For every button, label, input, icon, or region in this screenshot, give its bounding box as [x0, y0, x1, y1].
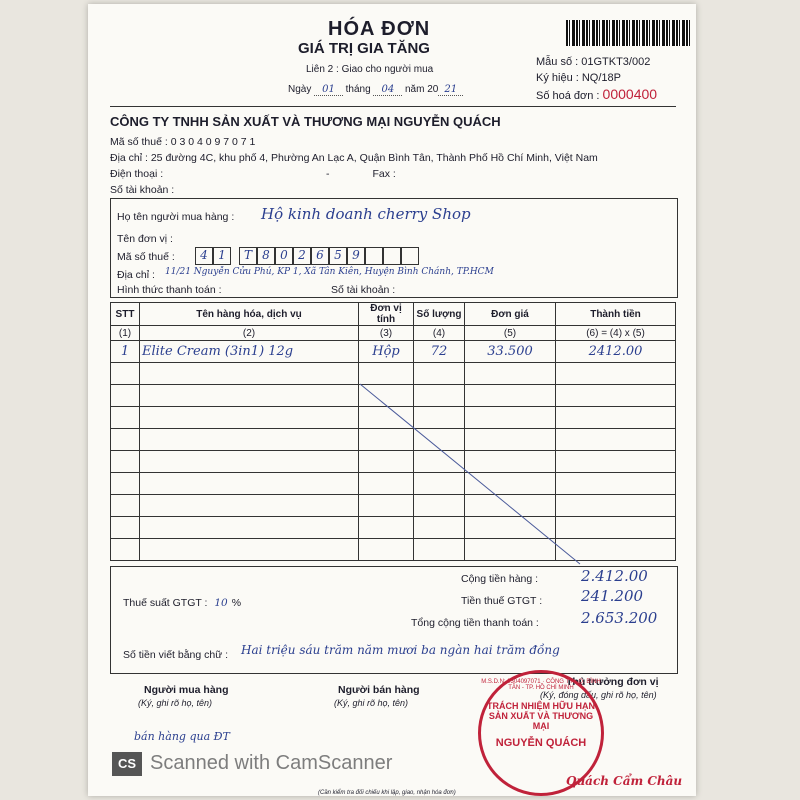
seller-sign-title: Người bán hàng — [338, 684, 420, 696]
amount-words-label: Số tiền viết bằng chữ : — [123, 649, 229, 661]
table-row — [111, 341, 676, 363]
row-name: Elite Cream (3in1) 12g — [140, 341, 359, 363]
col-unit: Đơn vị tính — [359, 303, 414, 326]
invoice-number: Số hoá đơn : 0000400 — [536, 86, 658, 102]
col-name: Tên hàng hóa, dịch vụ — [140, 303, 359, 326]
buyer-sign-note: (Ký, ghi rõ họ, tên) — [138, 698, 213, 708]
num-1: (1) — [111, 326, 140, 341]
barcode — [566, 20, 690, 46]
vat-rate: Thuế suất GTGT : 10 % — [123, 597, 242, 609]
invoice-title: HÓA ĐƠN — [328, 18, 431, 40]
buyer-tax-boxes: 4 1 T 8 0 2 6 5 9 — [195, 247, 419, 265]
copy-label: Liên 2 : Giao cho người mua — [306, 64, 434, 75]
stamp-ring: M.S.D.N: 0304097071 · CÔNG TY · Q. BÌNH TÂN - TP. HỒ CHÍ MINH — [481, 679, 601, 691]
num-4: (4) — [414, 326, 465, 341]
camscanner-logo: CS — [112, 752, 142, 776]
serial-symbol: Ký hiệu : NQ/18P — [536, 72, 621, 84]
signer-name: Quách Cẩm Châu — [566, 774, 683, 788]
invoice-date: Ngày 01 tháng 04 năm 20 21 — [288, 84, 463, 95]
buyer-sign-title: Người mua hàng — [144, 684, 229, 696]
row-stt: 1 — [111, 341, 140, 363]
footer-note: (Cần kiểm tra đối chiếu khi lập, giao, nhận hóa đơn) — [318, 790, 456, 796]
col-price: Đơn giá — [465, 303, 556, 326]
head-sign-title: Thủ trưởng đơn vị — [566, 676, 659, 688]
col-amount: Thành tiền — [556, 303, 676, 326]
stamp-line-1: TRÁCH NHIỆM HỮU HẠN — [487, 701, 595, 711]
grand-total-value: 2.653.200 — [581, 609, 658, 627]
num-6: (6) = (4) x (5) — [556, 326, 676, 341]
seller-address: Địa chỉ : 25 đường 4C, khu phố 4, Phường An Lạc A, Quận Bình Tân, Thành Phố Hồ Chí Minh, Việt Nam — [110, 152, 598, 164]
buyer-name-value: Hộ kinh doanh cherry Shop — [261, 205, 471, 223]
buyer-account-label: Số tài khoản : — [331, 284, 396, 296]
col-stt: STT — [111, 303, 140, 326]
subtotal-label: Cộng tiền hàng : — [461, 573, 539, 585]
buyer-address-value: 11/21 Nguyễn Cửu Phú, KP 1, Xã Tân Kiên, Huyện Bình Chánh, TP.HCM — [165, 267, 494, 277]
seller-sign-note: (Ký, ghi rõ họ, tên) — [334, 698, 409, 708]
col-qty: Số lượng — [414, 303, 465, 326]
payment-method-label: Hình thức thanh toán : — [117, 284, 222, 296]
row-qty: 72 — [414, 341, 465, 363]
invoice-paper — [88, 4, 696, 796]
header-rule — [110, 106, 676, 107]
amount-words-value: Hai triệu sáu trăm năm mươi ba ngàn hai trăm đồng — [241, 643, 560, 657]
head-sign-note: (Ký, đóng dấu, ghi rõ họ, tên) — [540, 690, 657, 700]
row-price: 33.500 — [465, 341, 556, 363]
grand-total-label: Tổng cộng tiền thanh toán : — [411, 617, 539, 629]
buyer-box — [110, 198, 678, 298]
row-amount: 2412.00 — [556, 341, 676, 363]
stamp-line-3: NGUYỄN QUÁCH — [495, 737, 587, 749]
void-strike-line — [110, 374, 676, 566]
num-3: (3) — [359, 326, 414, 341]
seller-phone: Điện thoại : - Fax : — [110, 168, 396, 180]
subtotal-value: 2.412.00 — [581, 567, 648, 585]
buyer-tax-label: Mã số thuế : — [117, 251, 175, 263]
totals-box — [110, 566, 678, 674]
vat-amount-value: 241.200 — [581, 587, 644, 605]
vat-amount-label: Tiền thuế GTGT : — [461, 595, 543, 607]
stamp-line-2: SẢN XUẤT VÀ THƯƠNG MẠI — [488, 711, 594, 731]
camscanner-watermark: Scanned with CamScanner — [150, 752, 393, 774]
buyer-unit-label: Tên đơn vị : — [117, 233, 173, 245]
num-5: (5) — [465, 326, 556, 341]
num-2: (2) — [140, 326, 359, 341]
invoice-subtitle: GIÁ TRỊ GIA TĂNG — [298, 40, 430, 57]
row-unit: Hộp — [359, 341, 414, 363]
seller-name: CÔNG TY TNHH SẢN XUẤT VÀ THƯƠNG MẠI NGUYỄN QUÁCH — [110, 114, 501, 129]
buyer-address-label: Địa chỉ : — [117, 269, 155, 281]
buyer-name-label: Họ tên người mua hàng : — [117, 211, 235, 223]
form-number: Mẫu số : 01GTKT3/002 — [536, 56, 651, 68]
seller-account: Số tài khoản : — [110, 184, 175, 196]
handwritten-note: bán hàng qua ĐT — [134, 730, 230, 743]
seller-tax: Mã số thuế : 0 3 0 4 0 9 7 0 7 1 — [110, 136, 256, 148]
